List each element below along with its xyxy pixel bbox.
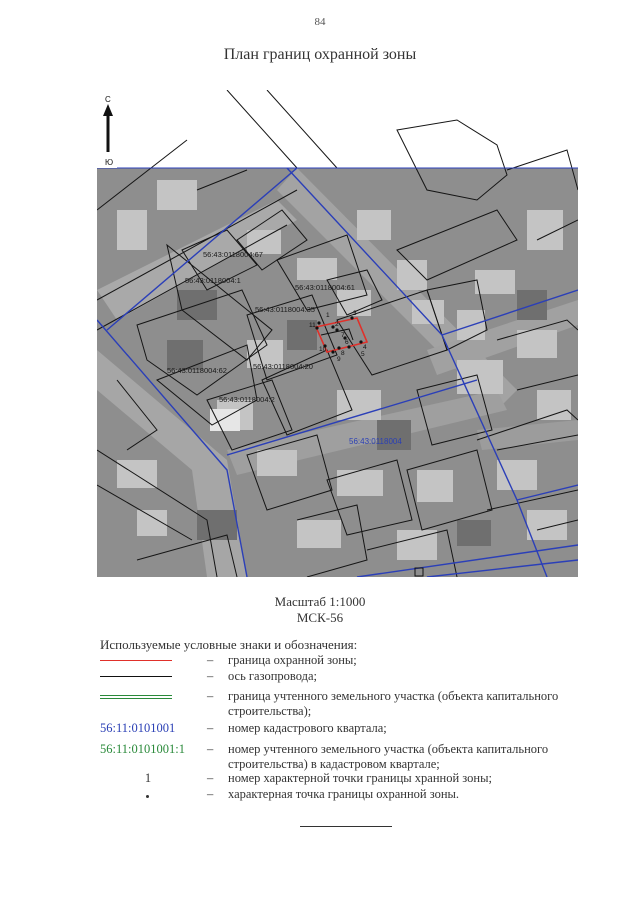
legend-text: номер характерной точки границы хранной зоны; xyxy=(228,771,492,785)
legend-dash: – xyxy=(207,653,214,667)
legend-dash: – xyxy=(207,721,214,735)
footer-rule xyxy=(300,826,392,827)
cadastral-label: 56:43:0118004:67 xyxy=(203,250,263,259)
point-label: 6 xyxy=(345,339,349,346)
page-title: План границ охранной зоны xyxy=(223,46,417,63)
plot-number-sample: 56:11:0101001:1 xyxy=(100,742,185,756)
legend-item-protection-zone xyxy=(100,653,600,668)
quarter-number-sample: 56:11:0101001 xyxy=(100,721,176,735)
legend-title: Используемые условные знаки и обозначения: xyxy=(100,637,358,652)
legend-item-point-number xyxy=(100,771,600,786)
legend-item-land-plot xyxy=(100,689,600,721)
north-label: С xyxy=(105,95,111,104)
legend-text: ось газопровода; xyxy=(228,669,318,683)
legend-item-point xyxy=(100,787,600,802)
legend-item-plot-number xyxy=(100,742,600,774)
south-label: Ю xyxy=(105,158,114,167)
scale-block xyxy=(0,594,640,626)
point-label: 2 xyxy=(335,321,339,328)
legend-dash: – xyxy=(207,742,214,756)
cadastral-label: 56:43:0118004:20 xyxy=(253,362,313,371)
legend-text: граница охранной зоны; xyxy=(228,653,357,667)
point-label: 7 xyxy=(341,332,345,339)
point-label: 10 xyxy=(319,346,327,353)
scale-text: Масштаб 1:1000 xyxy=(274,594,366,609)
coordinate-system: МСК-56 xyxy=(296,610,344,625)
point-number-sample: 1 xyxy=(144,771,152,785)
legend-item-quarter-number xyxy=(100,721,600,736)
map-image xyxy=(97,90,578,577)
legend-dash: – xyxy=(207,787,214,801)
point-label: 1 xyxy=(326,312,330,319)
legend-item-gas-axis xyxy=(100,669,600,684)
legend-text: номер кадастрового квартала; xyxy=(228,721,387,735)
point-label: 9 xyxy=(337,356,341,363)
cadastral-label: 56:43:0118004:1 xyxy=(185,276,241,285)
legend-dash: – xyxy=(207,669,214,683)
north-arrow-icon xyxy=(97,90,117,168)
cadastral-label: 56:43:0118004:61 xyxy=(295,283,355,292)
legend-dash: – xyxy=(207,689,214,703)
point-label: 3 xyxy=(353,310,357,317)
legend-text: характерная точка границы охранной зоны. xyxy=(228,787,460,801)
point-label: 4 xyxy=(363,344,367,351)
legend-dash: – xyxy=(207,771,214,785)
point-label: 5 xyxy=(361,351,365,358)
point-label: 8 xyxy=(341,350,345,357)
point-label: 11 xyxy=(309,322,316,329)
cadastral-label: 56:43:0118004:2 xyxy=(219,395,275,404)
legend-text: граница учтенного земельного участка (объекта капитального строительства); xyxy=(228,689,559,718)
page-number: 84 xyxy=(314,16,326,28)
quarter-label: 56:43:0118004 xyxy=(349,437,402,446)
cadastral-label: 56:43:0118004:62 xyxy=(167,366,227,375)
legend-text: номер учтенного земельного участка (объекта капитального строительства) в кадастровом квартале; xyxy=(228,742,549,771)
cadastral-label: 56:43:0118004:35 xyxy=(255,305,315,314)
